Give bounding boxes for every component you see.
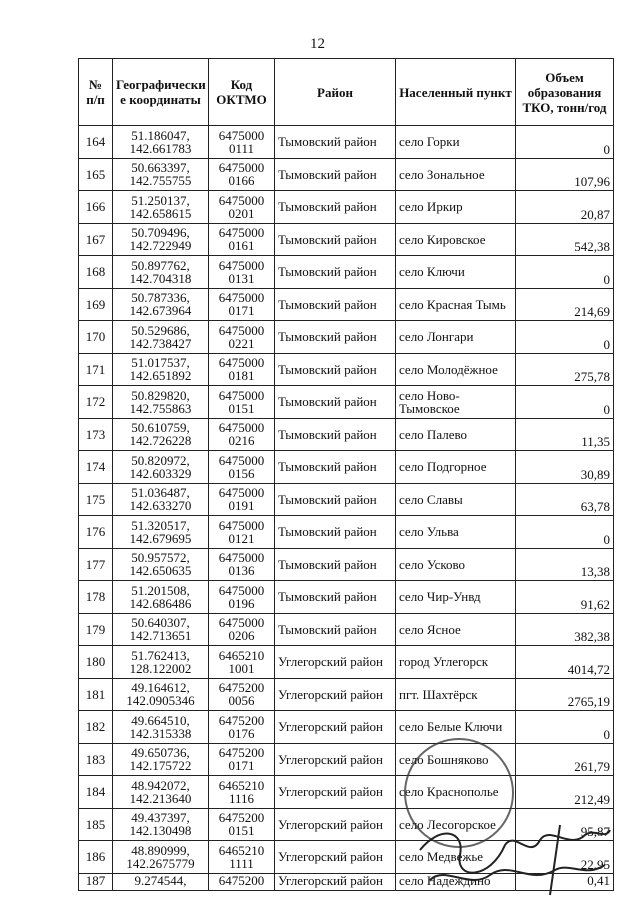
row-coordinates: 49.664510, 142.315338 [113, 711, 209, 744]
row-district: Тымовский район [275, 516, 396, 549]
row-volume: 382,38 [516, 613, 614, 646]
tko-table [78, 58, 614, 891]
row-number: 166 [79, 191, 113, 224]
table-row [79, 158, 614, 191]
row-coordinates: 51.017537, 142.651892 [113, 353, 209, 386]
row-place: село Ключи [396, 256, 516, 289]
row-place: село Зональное [396, 158, 516, 191]
row-number: 185 [79, 808, 113, 841]
row-volume: 0 [516, 321, 614, 354]
row-volume: 214,69 [516, 288, 614, 321]
row-place: город Углегорск [396, 646, 516, 679]
row-coordinates: 51.250137, 142.658615 [113, 191, 209, 224]
row-district: Углегорский район [275, 776, 396, 809]
row-number: 183 [79, 743, 113, 776]
row-coordinates: 51.762413, 128.122002 [113, 646, 209, 679]
row-oktmo: 6475000 0136 [209, 548, 275, 581]
row-oktmo: 6465210 1116 [209, 776, 275, 809]
row-place: село Палево [396, 418, 516, 451]
row-number: 184 [79, 776, 113, 809]
row-oktmo: 6475000 0171 [209, 288, 275, 321]
header-volume: Объем образования ТКО, тонн/год [516, 59, 614, 126]
row-volume: 0 [516, 256, 614, 289]
row-oktmo: 6475000 0216 [209, 418, 275, 451]
table-row [79, 548, 614, 581]
row-oktmo: 6475200 [209, 873, 275, 890]
row-place: село Горки [396, 126, 516, 159]
row-place: село Чир-Унвд [396, 581, 516, 614]
row-volume: 107,96 [516, 158, 614, 191]
row-volume: 0,41 [516, 873, 614, 890]
row-oktmo: 6475000 0156 [209, 451, 275, 484]
row-volume: 63,78 [516, 483, 614, 516]
row-number: 176 [79, 516, 113, 549]
row-oktmo: 6465210 1111 [209, 841, 275, 874]
row-district: Тымовский район [275, 223, 396, 256]
row-place: село Надеждино [396, 873, 516, 890]
row-place: село Подгорное [396, 451, 516, 484]
row-district: Углегорский район [275, 808, 396, 841]
row-oktmo: 6475200 0171 [209, 743, 275, 776]
row-volume: 13,38 [516, 548, 614, 581]
row-coordinates: 50.709496, 142.722949 [113, 223, 209, 256]
row-oktmo: 6475000 0151 [209, 386, 275, 419]
row-district: Тымовский район [275, 548, 396, 581]
row-coordinates: 9.274544, [113, 873, 209, 890]
row-district: Тымовский район [275, 256, 396, 289]
row-coordinates: 50.640307, 142.713651 [113, 613, 209, 646]
row-number: 178 [79, 581, 113, 614]
row-oktmo: 6475200 0151 [209, 808, 275, 841]
row-place: село Белые Ключи [396, 711, 516, 744]
header-coordinates: Географически е координаты [113, 59, 209, 126]
row-coordinates: 50.957572, 142.650635 [113, 548, 209, 581]
row-place: село Ульва [396, 516, 516, 549]
row-volume: 275,78 [516, 353, 614, 386]
row-oktmo: 6475000 0221 [209, 321, 275, 354]
row-number: 172 [79, 386, 113, 419]
row-number: 164 [79, 126, 113, 159]
row-coordinates: 51.201508, 142.686486 [113, 581, 209, 614]
row-number: 186 [79, 841, 113, 874]
row-coordinates: 48.942072, 142.213640 [113, 776, 209, 809]
row-number: 167 [79, 223, 113, 256]
page-number: 12 [310, 36, 325, 52]
table-row [79, 451, 614, 484]
header-number: № п/п [79, 59, 113, 126]
row-number: 171 [79, 353, 113, 386]
row-oktmo: 6475200 0176 [209, 711, 275, 744]
row-place: село Лесогорское [396, 808, 516, 841]
row-volume: 11,35 [516, 418, 614, 451]
row-volume: 0 [516, 711, 614, 744]
row-place: село Славы [396, 483, 516, 516]
row-number: 179 [79, 613, 113, 646]
row-place: село Молодёжное [396, 353, 516, 386]
table-row [79, 678, 614, 711]
header-place: Населенный пункт [396, 59, 516, 126]
row-district: Тымовский район [275, 386, 396, 419]
row-volume: 0 [516, 126, 614, 159]
row-place: село Кировское [396, 223, 516, 256]
row-place: село Ново-Тымовское [396, 386, 516, 419]
row-district: Тымовский район [275, 191, 396, 224]
row-place: село Краснополье [396, 776, 516, 809]
row-volume: 0 [516, 516, 614, 549]
row-place: пгт. Шахтёрск [396, 678, 516, 711]
row-oktmo: 6475000 0121 [209, 516, 275, 549]
row-oktmo: 6475000 0181 [209, 353, 275, 386]
row-coordinates: 50.787336, 142.673964 [113, 288, 209, 321]
row-volume: 22,95 [516, 841, 614, 874]
row-oktmo: 6475000 0196 [209, 581, 275, 614]
table-row [79, 191, 614, 224]
row-volume: 212,49 [516, 776, 614, 809]
row-coordinates: 51.320517, 142.679695 [113, 516, 209, 549]
row-district: Тымовский район [275, 158, 396, 191]
row-coordinates: 49.164612, 142.0905346 [113, 678, 209, 711]
row-oktmo: 6475000 0131 [209, 256, 275, 289]
row-district: Углегорский район [275, 743, 396, 776]
row-district: Тымовский район [275, 483, 396, 516]
table-row [79, 288, 614, 321]
table-row [79, 321, 614, 354]
row-district: Тымовский район [275, 418, 396, 451]
row-oktmo: 6475000 0161 [209, 223, 275, 256]
row-number: 170 [79, 321, 113, 354]
row-district: Тымовский район [275, 126, 396, 159]
row-number: 169 [79, 288, 113, 321]
table-row [79, 776, 614, 809]
row-district: Углегорский район [275, 678, 396, 711]
row-number: 182 [79, 711, 113, 744]
table-row [79, 353, 614, 386]
row-number: 173 [79, 418, 113, 451]
row-volume: 20,87 [516, 191, 614, 224]
row-district: Тымовский район [275, 451, 396, 484]
row-district: Углегорский район [275, 841, 396, 874]
table-row [79, 126, 614, 159]
row-place: село Иркир [396, 191, 516, 224]
row-district: Тымовский район [275, 288, 396, 321]
table-row [79, 256, 614, 289]
row-district: Тымовский район [275, 353, 396, 386]
row-volume: 542,38 [516, 223, 614, 256]
row-coordinates: 49.650736, 142.175722 [113, 743, 209, 776]
row-coordinates: 49.437397, 142.130498 [113, 808, 209, 841]
header-oktmo: Код ОКТМО [209, 59, 275, 126]
row-place: село Медвежье [396, 841, 516, 874]
row-place: село Ясное [396, 613, 516, 646]
row-coordinates: 50.529686, 142.738427 [113, 321, 209, 354]
row-oktmo: 6475000 0201 [209, 191, 275, 224]
row-place: село Лонгари [396, 321, 516, 354]
handwritten-signature [410, 820, 620, 900]
row-volume: 91,62 [516, 581, 614, 614]
row-coordinates: 50.663397, 142.755755 [113, 158, 209, 191]
table-row [79, 711, 614, 744]
row-coordinates: 51.036487, 142.633270 [113, 483, 209, 516]
row-district: Углегорский район [275, 646, 396, 679]
row-oktmo: 6475000 0191 [209, 483, 275, 516]
row-volume: 261,79 [516, 743, 614, 776]
header-district: Район [275, 59, 396, 126]
row-district: Углегорский район [275, 711, 396, 744]
row-number: 180 [79, 646, 113, 679]
row-district: Тымовский район [275, 581, 396, 614]
row-volume: 95,87 [516, 808, 614, 841]
row-oktmo: 6475200 0056 [209, 678, 275, 711]
row-number: 175 [79, 483, 113, 516]
table-row [79, 483, 614, 516]
row-number: 187 [79, 873, 113, 890]
row-oktmo: 6475000 0111 [209, 126, 275, 159]
table-header-row [79, 59, 614, 126]
row-oktmo: 6465210 1001 [209, 646, 275, 679]
table-row [79, 646, 614, 679]
row-coordinates: 50.610759, 142.726228 [113, 418, 209, 451]
row-number: 174 [79, 451, 113, 484]
row-number: 181 [79, 678, 113, 711]
row-place: село Бошняково [396, 743, 516, 776]
row-coordinates: 48.890999, 142.2675779 [113, 841, 209, 874]
table-row [79, 418, 614, 451]
table-row [79, 386, 614, 419]
row-oktmo: 6475000 0166 [209, 158, 275, 191]
row-volume: 2765,19 [516, 678, 614, 711]
table-row [79, 613, 614, 646]
table-row [79, 581, 614, 614]
row-volume: 4014,72 [516, 646, 614, 679]
row-volume: 30,89 [516, 451, 614, 484]
row-district: Тымовский район [275, 613, 396, 646]
row-district: Тымовский район [275, 321, 396, 354]
row-place: село Усково [396, 548, 516, 581]
row-number: 168 [79, 256, 113, 289]
row-coordinates: 50.820972, 142.603329 [113, 451, 209, 484]
table-row [79, 516, 614, 549]
row-district: Углегорский район [275, 873, 396, 890]
row-coordinates: 51.186047, 142.661783 [113, 126, 209, 159]
row-number: 165 [79, 158, 113, 191]
row-volume: 0 [516, 386, 614, 419]
row-number: 177 [79, 548, 113, 581]
table-row [79, 223, 614, 256]
row-oktmo: 6475000 0206 [209, 613, 275, 646]
row-coordinates: 50.897762, 142.704318 [113, 256, 209, 289]
row-coordinates: 50.829820, 142.755863 [113, 386, 209, 419]
row-place: село Красная Тымь [396, 288, 516, 321]
table-row [79, 743, 614, 776]
